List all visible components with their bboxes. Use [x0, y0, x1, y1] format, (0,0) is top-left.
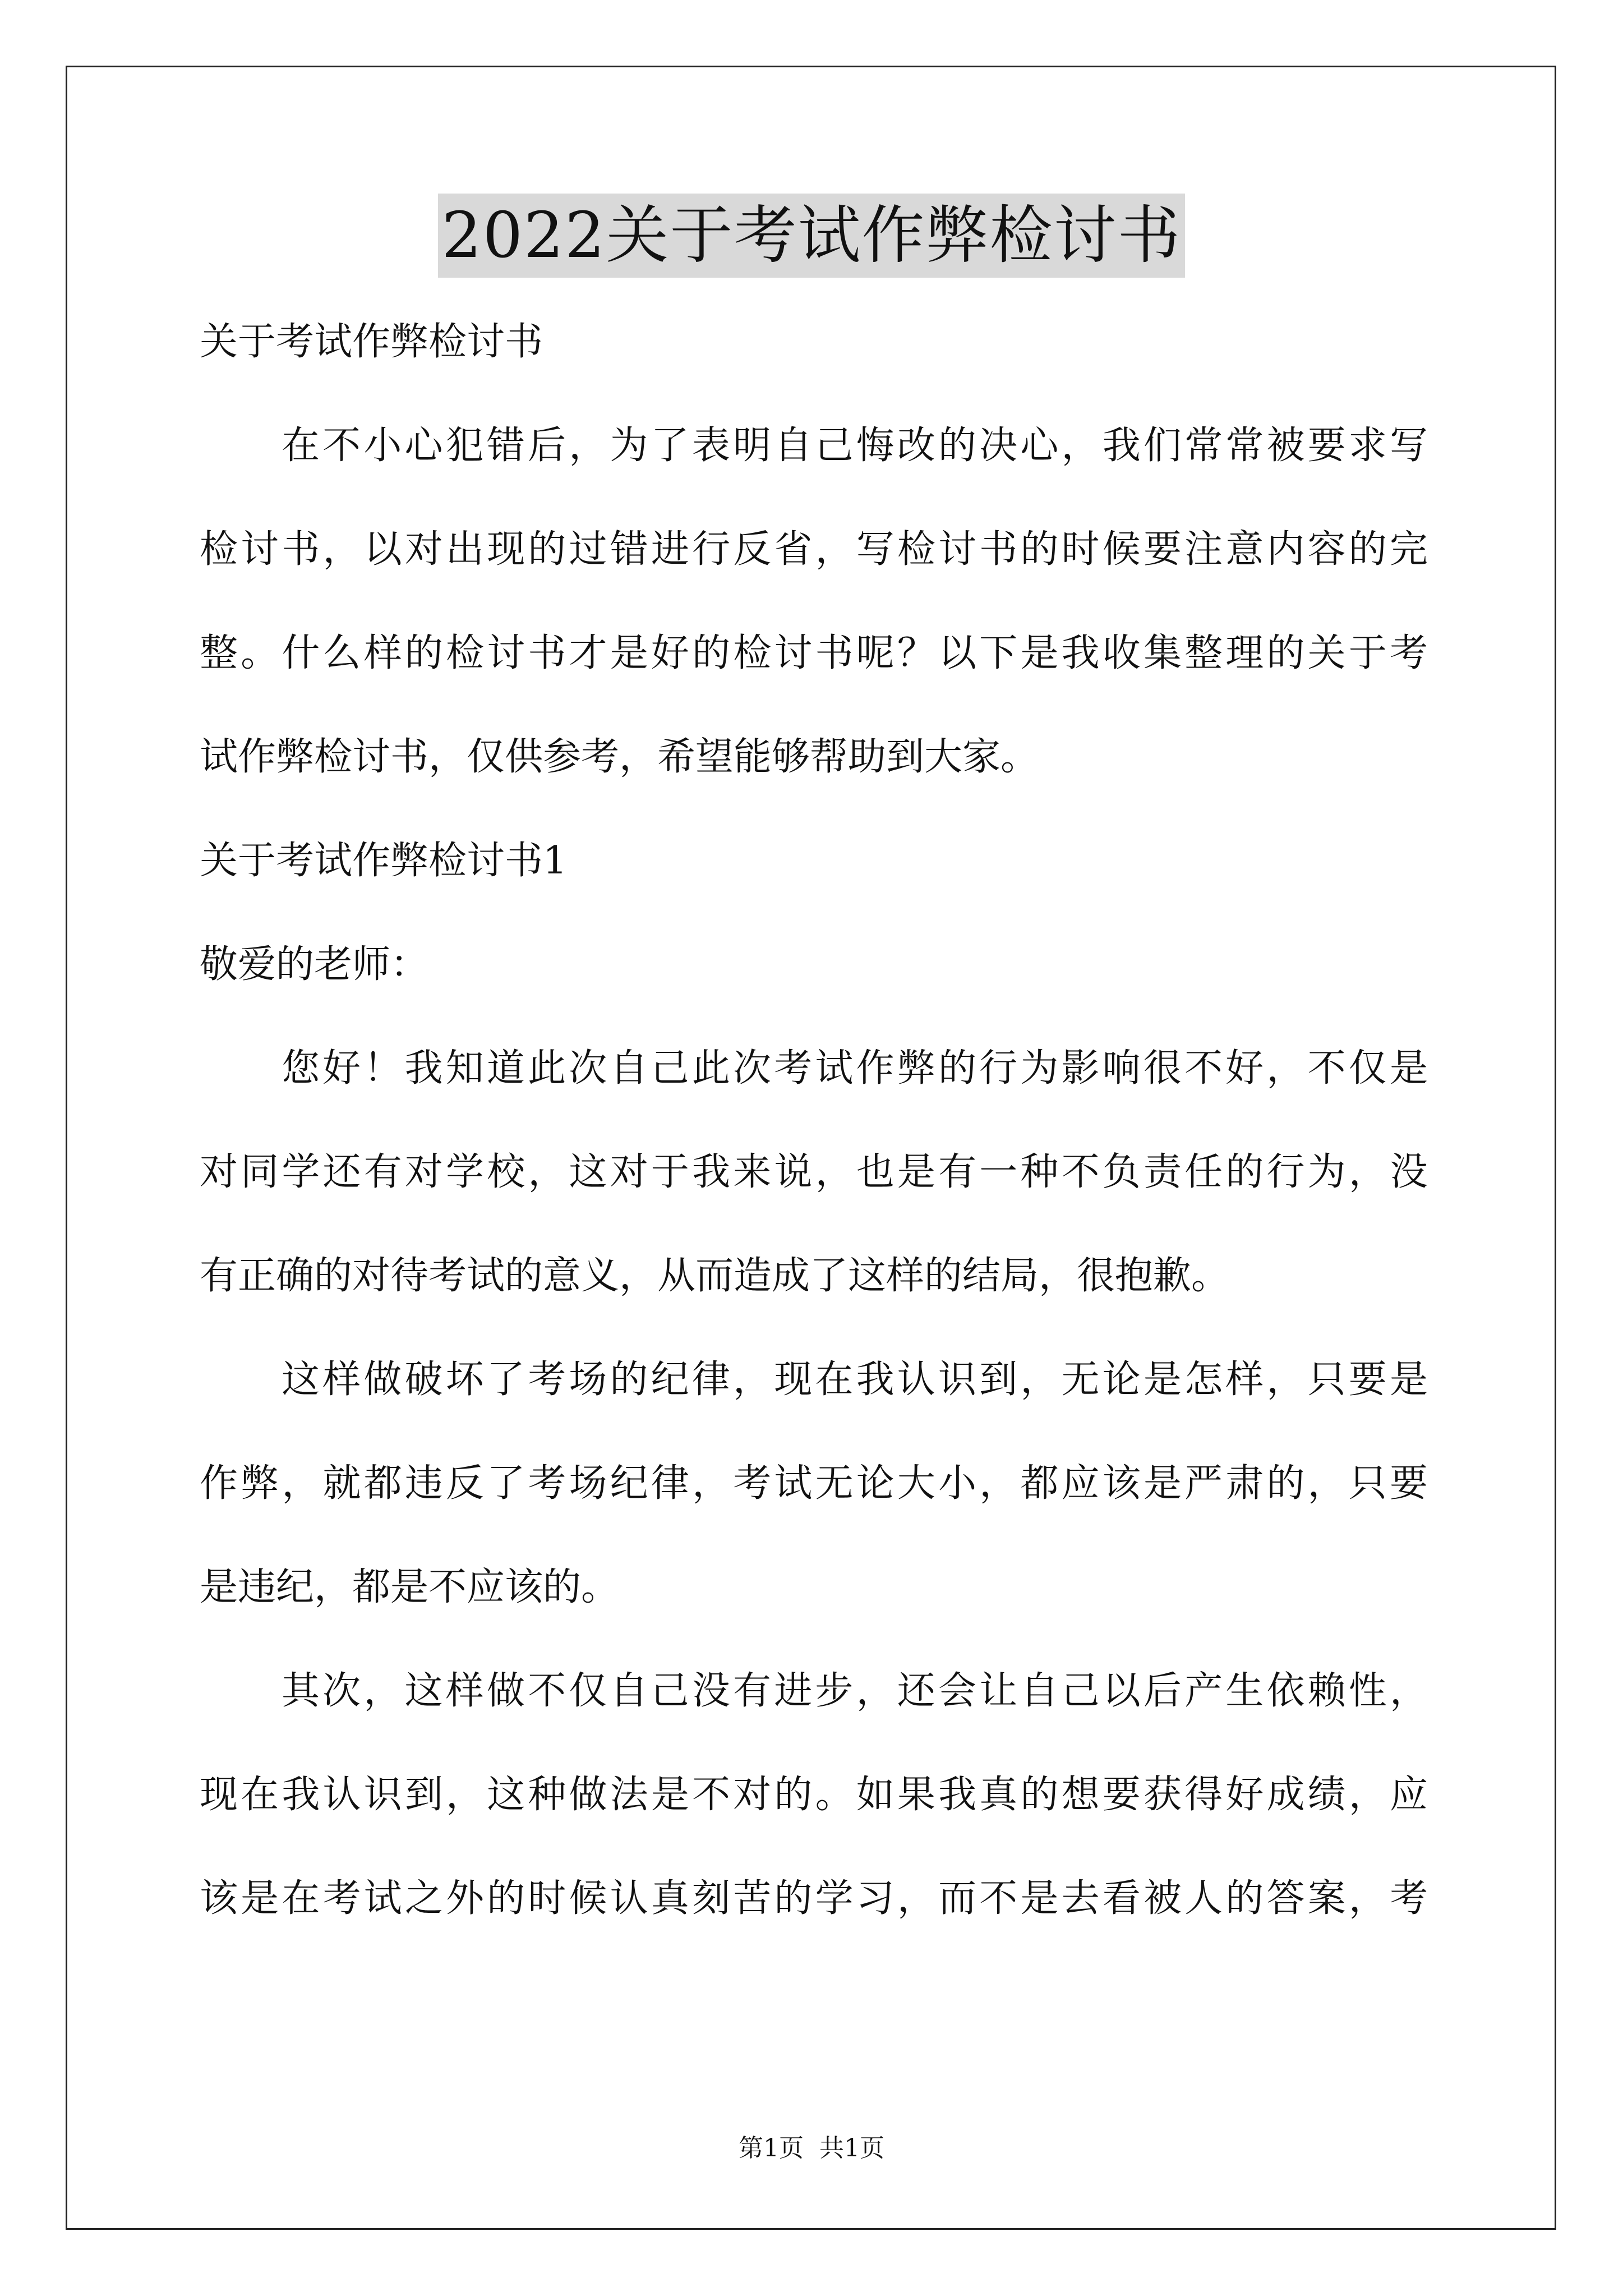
paragraph-line: 检讨书，以对出现的过错进行反省，写检讨书的时候要注意内容的完 [200, 527, 1428, 572]
paragraph-line: 有正确的对待考试的意义，从而造成了这样的结局，很抱歉。 [200, 1254, 1230, 1298]
page-number: 第1页 [739, 2134, 804, 2162]
title-container [0, 194, 1623, 278]
paragraph-line: 该是在考试之外的时候认真刻苦的学习，而不是去看被人的答案，考 [200, 1876, 1428, 1921]
paragraph-line: 整。什么样的检讨书才是好的检讨书呢？以下是我收集整理的关于考 [200, 631, 1428, 675]
paragraph-line: 对同学还有对学校，这对于我来说，也是有一种不负责任的行为，没 [200, 1150, 1428, 1194]
salutation: 敬爱的老师： [200, 942, 429, 987]
page-total: 共1页 [819, 2134, 884, 2162]
page-footer [0, 2132, 1623, 2165]
paragraph-line: 试作弊检讨书，仅供参考，希望能够帮助到大家。 [200, 735, 1039, 779]
section-heading: 关于考试作弊检讨书1 [200, 839, 568, 883]
paragraph-line: 现在我认识到，这种做法是不对的。如果我真的想要获得好成绩，应 [200, 1773, 1428, 1817]
paragraph-line: 是违纪，都是不应该的。 [200, 1565, 620, 1609]
document-title: 2022关于考试作弊检讨书 [438, 194, 1184, 278]
paragraph-line: 作弊，就都违反了考场纪律，考试无论大小，都应该是严肃的，只要 [200, 1461, 1428, 1506]
paragraph-line: 这样做破坏了考场的纪律，现在我认识到，无论是怎样，只要是 [282, 1358, 1428, 1402]
paragraph-line: 其次，这样做不仅自己没有进步，还会让自己以后产生依赖性， [282, 1669, 1428, 1713]
paragraph-line: 在不小心犯错后，为了表明自己悔改的决心，我们常常被要求写 [282, 424, 1428, 468]
intro-heading: 关于考试作弊检讨书 [200, 320, 543, 364]
paragraph-line: 您好！我知道此次自己此次考试作弊的行为影响很不好，不仅是 [282, 1046, 1428, 1091]
